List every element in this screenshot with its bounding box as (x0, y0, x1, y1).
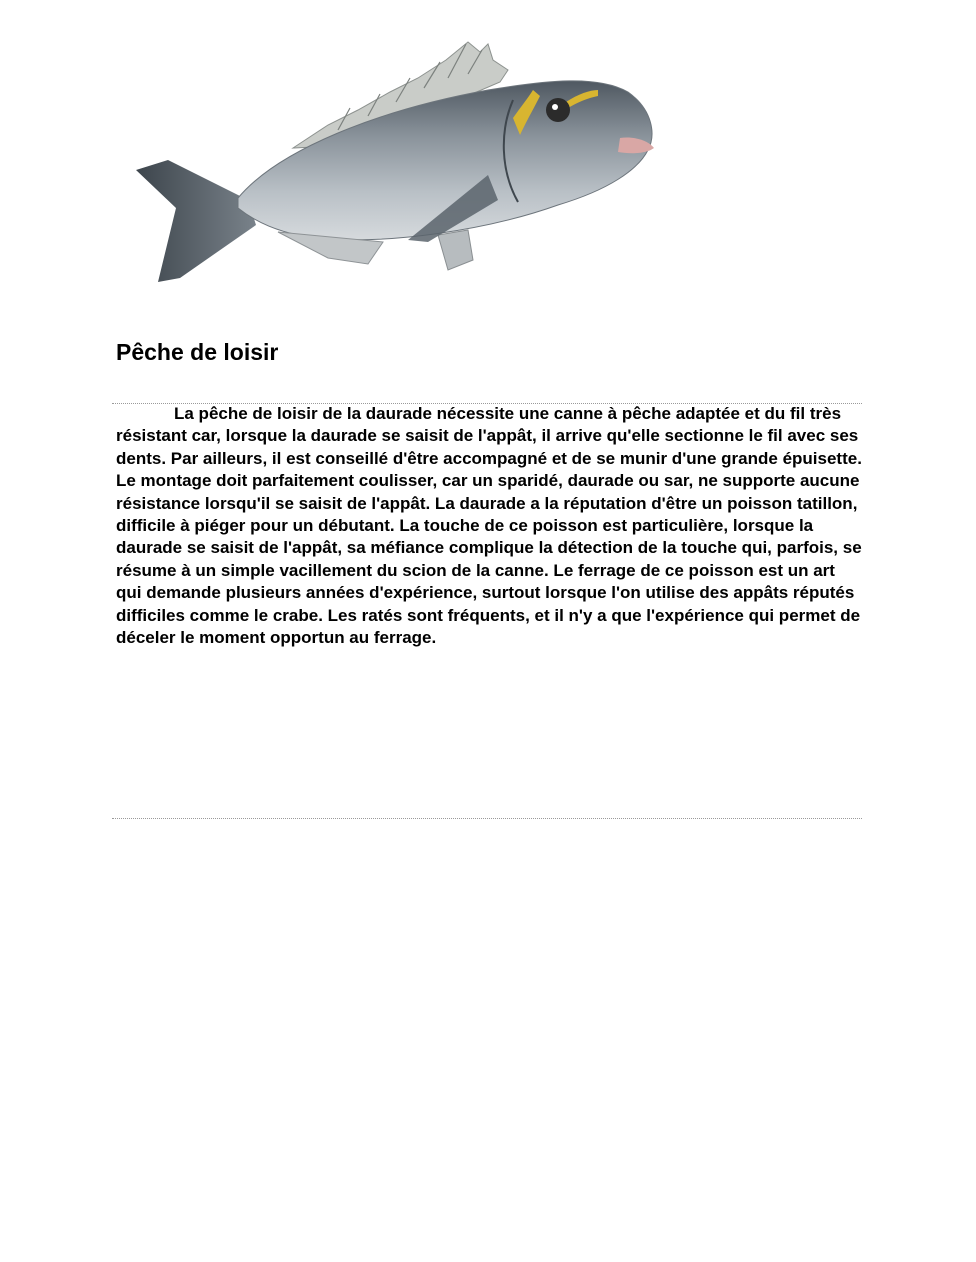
body-paragraph: La pêche de loisir de la daurade nécessite une canne à pêche adaptée et du fil très résistant car, lorsque la daurade se saisit de l'appât, il arrive qu'elle sectionne le fil avec ses dents. Par ailleurs, il est conseillé d'être accompagné et de se munir d'une grande épuisette. Le montage doit parfaitement coulisser, car un sparidé, daurade ou sar, ne supporte aucune résistance lorsqu'il se saisit de l'appât. La daurade a la réputation d'être un poisson tatillon, difficile à piéger pour un débutant. La touche de ce poisson est particulière, lorsque la daurade se saisit de l'appât, sa méfiance complique la détection de la touche qui, parfois, se résume à un simple vacillement du scion de la canne. Le ferrage de ce poisson est un art qui demande plusieurs années d'expérience, surtout lorsque l'on utilise des appâts réputés difficiles comme le crabe. Les ratés sont fréquents, et il n'y a que l'expérience qui permet de déceler le moment opportun au ferrage. (116, 404, 862, 648)
section-heading: Pêche de loisir (116, 339, 279, 365)
daurade-fish-image (128, 30, 668, 310)
ventral-fin (438, 230, 473, 270)
fish-eye (546, 98, 570, 122)
bottom-dotted-divider (112, 818, 862, 819)
tail-fin (136, 160, 256, 282)
